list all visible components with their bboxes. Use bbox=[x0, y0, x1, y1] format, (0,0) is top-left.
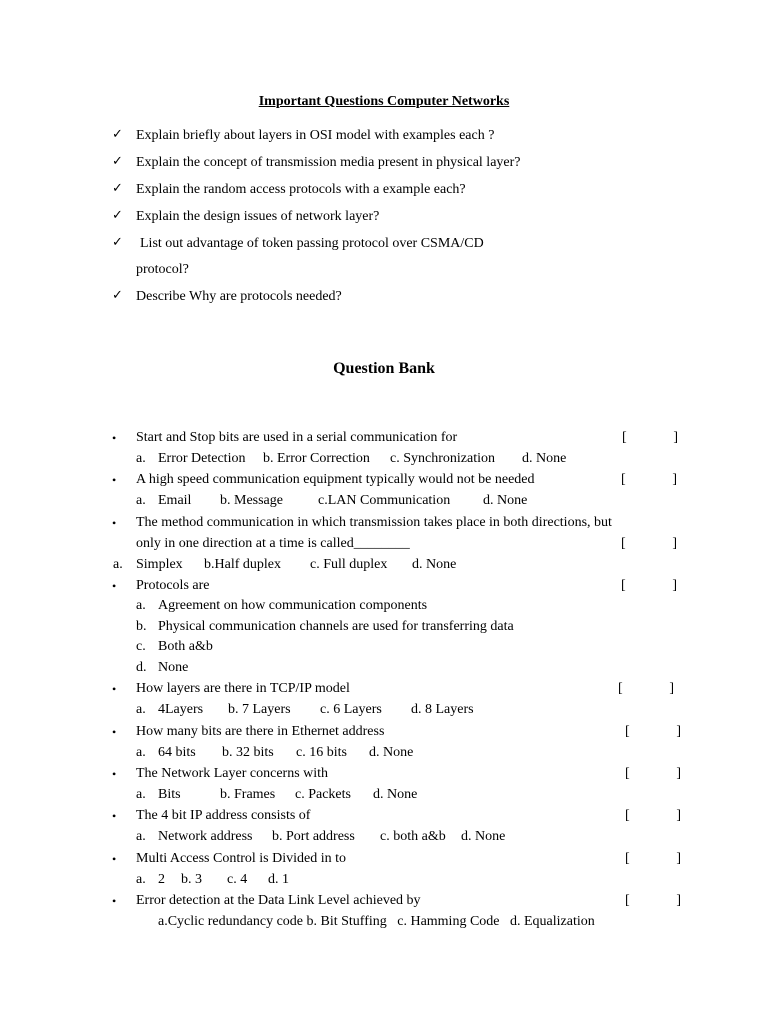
option: b.Half duplex bbox=[204, 557, 281, 572]
important-question-1: Explain briefly about layers in OSI model with examples each ? bbox=[136, 128, 495, 143]
important-question-6: Describe Why are protocols needed? bbox=[136, 289, 342, 304]
bullet-icon: • bbox=[112, 809, 117, 823]
option-label: a. bbox=[136, 745, 146, 760]
question-text: A high speed communication equipment typically would not be needed bbox=[136, 472, 535, 487]
option: 2 bbox=[158, 872, 165, 887]
question-options: a.Cyclic redundancy code b. Bit Stuffing c. Hamming Code d. Equalization bbox=[158, 914, 595, 929]
option: d. 1 bbox=[268, 872, 289, 887]
option: d. None bbox=[369, 745, 414, 760]
option: d. None bbox=[461, 829, 506, 844]
option: b. Frames bbox=[220, 787, 276, 802]
sub-option: c. Both a&b bbox=[136, 639, 213, 654]
question-options bbox=[0, 828, 768, 846]
question-options bbox=[0, 556, 768, 574]
question-options bbox=[0, 744, 768, 762]
option: d. None bbox=[373, 787, 418, 802]
bullet-icon: • bbox=[112, 682, 117, 696]
important-question-4: Explain the design issues of network layer? bbox=[136, 209, 380, 224]
sub-option: a. Agreement on how communication components bbox=[136, 598, 428, 613]
option: c.LAN Communication bbox=[318, 493, 451, 508]
bullet-icon: • bbox=[112, 516, 117, 530]
option: c. Packets bbox=[295, 787, 351, 802]
option-label: a. bbox=[136, 451, 146, 466]
important-question-5-continued: protocol? bbox=[136, 262, 189, 277]
question-text: How many bits are there in Ethernet address bbox=[136, 724, 385, 739]
check-mark-icon: ✓ bbox=[112, 234, 123, 249]
option-label: a. bbox=[136, 872, 146, 887]
bullet-icon: • bbox=[112, 852, 117, 866]
option-label: a. bbox=[136, 787, 146, 802]
option: d. None bbox=[412, 557, 457, 572]
question-options bbox=[0, 450, 768, 468]
bullet-icon: • bbox=[112, 579, 117, 593]
important-question-5: List out advantage of token passing protocol over CSMA/CD bbox=[140, 236, 484, 251]
bullet-icon: • bbox=[112, 894, 117, 908]
bullet-icon: • bbox=[112, 431, 117, 445]
option: d. None bbox=[483, 493, 528, 508]
option: b. Port address bbox=[272, 829, 355, 844]
option-label: a. bbox=[113, 557, 123, 572]
document-title: Important Questions Computer Networks bbox=[258, 94, 510, 109]
option: b. 32 bits bbox=[222, 745, 274, 760]
bullet-icon: • bbox=[112, 473, 117, 487]
option: c. 4 bbox=[227, 872, 248, 887]
option: c. Synchronization bbox=[390, 451, 495, 466]
question-options bbox=[0, 871, 768, 889]
option: Simplex bbox=[136, 557, 183, 572]
bullet-icon: • bbox=[112, 725, 117, 739]
option-label: a. bbox=[136, 829, 146, 844]
question-text: Start and Stop bits are used in a serial communication for bbox=[136, 430, 458, 445]
question-text: Error detection at the Data Link Level achieved by bbox=[136, 893, 421, 908]
option: 64 bits bbox=[158, 745, 196, 760]
question-text: The method communication in which transmission takes place in both directions, but bbox=[136, 515, 612, 530]
option: 4Layers bbox=[158, 702, 204, 717]
check-mark-icon: ✓ bbox=[112, 126, 123, 141]
question-text: How layers are there in TCP/IP model bbox=[136, 681, 350, 696]
check-mark-icon: ✓ bbox=[112, 180, 123, 195]
option: c. both a&b bbox=[380, 829, 446, 844]
question-options bbox=[0, 786, 768, 804]
question-options bbox=[0, 492, 768, 510]
option: Error Detection bbox=[158, 451, 246, 466]
option: Network address bbox=[158, 829, 253, 844]
option: b. Message bbox=[220, 493, 283, 508]
option-label: a. bbox=[136, 702, 146, 717]
option: b. Error Correction bbox=[263, 451, 370, 466]
option: c. 16 bits bbox=[296, 745, 347, 760]
check-mark-icon: ✓ bbox=[112, 287, 123, 302]
section-title: Question Bank bbox=[333, 360, 435, 377]
question-text: The 4 bit IP address consists of bbox=[136, 808, 311, 823]
important-question-3: Explain the random access protocols with a example each? bbox=[136, 182, 466, 197]
option: c. Full duplex bbox=[310, 557, 388, 572]
sub-option: d. None bbox=[136, 660, 189, 675]
option: d. 8 Layers bbox=[411, 702, 474, 717]
option: b. 7 Layers bbox=[228, 702, 291, 717]
check-mark-icon: ✓ bbox=[112, 207, 123, 222]
question-text: Multi Access Control is Divided in to bbox=[136, 851, 346, 866]
option: b. 3 bbox=[181, 872, 202, 887]
question-text: The Network Layer concerns with bbox=[136, 766, 329, 781]
sub-option: b. Physical communication channels are used for transferring data bbox=[136, 619, 514, 634]
option-label: a. bbox=[136, 493, 146, 508]
bullet-icon: • bbox=[112, 767, 117, 781]
question-options bbox=[0, 701, 768, 719]
option: d. None bbox=[522, 451, 567, 466]
question-text-continued: only in one direction at a time is called________ bbox=[136, 536, 410, 551]
question-text: Protocols are bbox=[136, 578, 210, 593]
check-mark-icon: ✓ bbox=[112, 153, 123, 168]
option: Bits bbox=[158, 787, 181, 802]
option: Email bbox=[158, 493, 192, 508]
important-question-2: Explain the concept of transmission media present in physical layer? bbox=[136, 155, 521, 170]
option: c. 6 Layers bbox=[320, 702, 382, 717]
